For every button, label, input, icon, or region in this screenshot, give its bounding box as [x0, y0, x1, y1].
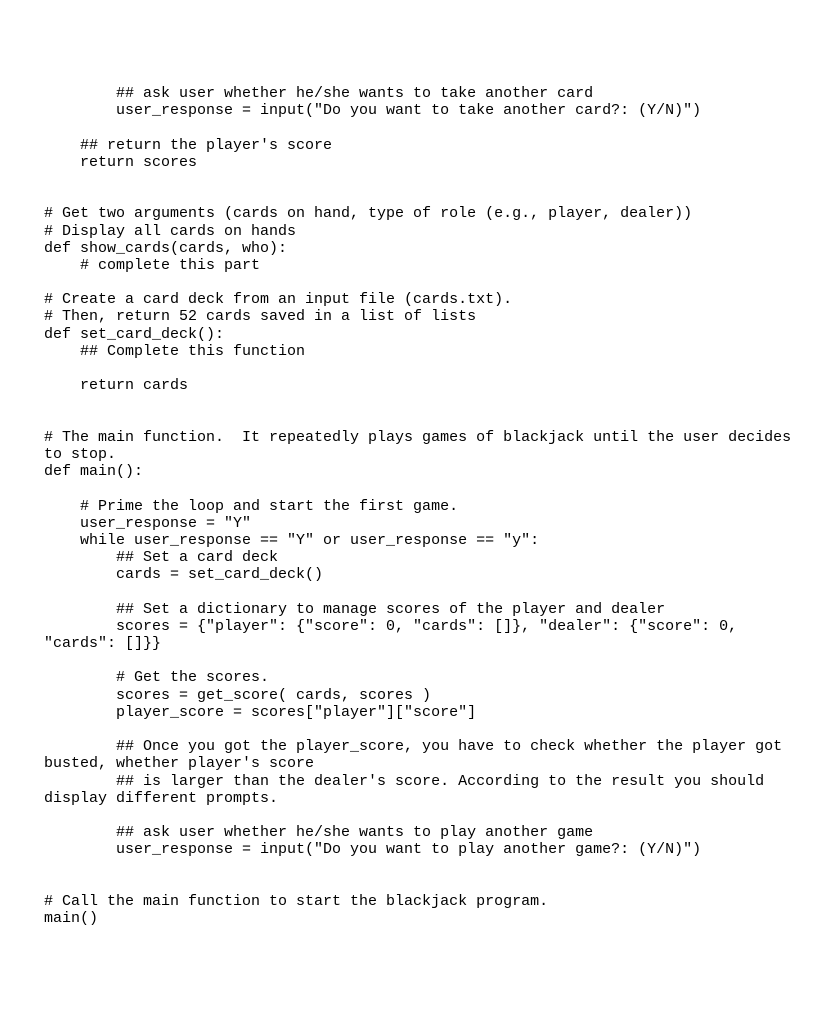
code-line: player_score = scores["player"]["score"]: [44, 703, 477, 721]
code-line: # complete this part: [44, 256, 261, 274]
code-line: user_response = "Y": [44, 514, 252, 532]
blank-line: [44, 807, 814, 824]
code-line: user_response = input("Do you want to take another card?: (Y/N)"): [44, 102, 702, 120]
code-line: ## return the player's score: [44, 136, 333, 154]
code-line: ## is larger than the dealer's score. According to the result you should: [44, 772, 765, 790]
blank-line: [44, 858, 814, 875]
code-line: ## ask user whether he/she wants to play another game: [44, 824, 594, 842]
code-line: main(): [44, 910, 99, 927]
code-line: while user_response == "Y" or user_response == "y":: [44, 531, 540, 549]
code-line: def set_card_deck():: [44, 325, 225, 343]
blank-line: [44, 188, 814, 205]
blank-line: [44, 360, 814, 377]
code-line: scores = get_score( cards, scores ): [44, 686, 432, 704]
code-line: ## Complete this function: [44, 342, 306, 360]
code-line: # Prime the loop and start the first game.: [44, 497, 459, 515]
code-line: "cards": []}}: [44, 635, 162, 652]
code-line: ## Once you got the player_score, you have to check whether the player got: [44, 738, 783, 756]
blank-line: [44, 876, 814, 893]
code-line: scores = {"player": {"score": 0, "cards": []}, "dealer": {"score": 0,: [44, 617, 738, 635]
blank-line: [44, 119, 814, 136]
blank-line: [44, 721, 814, 738]
blank-line: [44, 394, 814, 411]
code-line: # Get two arguments (cards on hand, type of role (e.g., player, dealer)): [44, 205, 693, 223]
code-line: cards = set_card_deck(): [44, 566, 324, 584]
blank-line: [44, 480, 814, 497]
code-line: return scores: [44, 153, 198, 171]
code-line: # Display all cards on hands: [44, 222, 297, 240]
code-line: # Call the main function to start the blackjack program.: [44, 892, 549, 910]
code-line: def main():: [44, 463, 144, 481]
code-line: display different prompts.: [44, 789, 279, 807]
code-line: ## ask user whether he/she wants to take another card: [44, 85, 594, 102]
blank-line: [44, 583, 814, 600]
code-line: # The main function. It repeatedly plays games of blackjack until the user decides: [44, 428, 792, 446]
code-line: # Get the scores.: [44, 669, 270, 687]
code-line: ## Set a dictionary to manage scores of the player and dealer: [44, 600, 666, 618]
code-line: # Then, return 52 cards saved in a list of lists: [44, 308, 477, 326]
code-line: busted, whether player's score: [44, 755, 315, 773]
blank-line: [44, 171, 814, 188]
blank-line: [44, 652, 814, 669]
code-line: to stop.: [44, 445, 117, 463]
code-listing: [44, 85, 814, 927]
blank-line: [44, 274, 814, 291]
code-line: def show_cards(cards, who):: [44, 239, 288, 257]
code-line: # Create a card deck from an input file (cards.txt).: [44, 291, 513, 309]
code-line: ## Set a card deck: [44, 549, 279, 567]
code-line: user_response = input("Do you want to play another game?: (Y/N)"): [44, 841, 702, 859]
code-line: return cards: [44, 377, 189, 395]
blank-line: [44, 412, 814, 429]
